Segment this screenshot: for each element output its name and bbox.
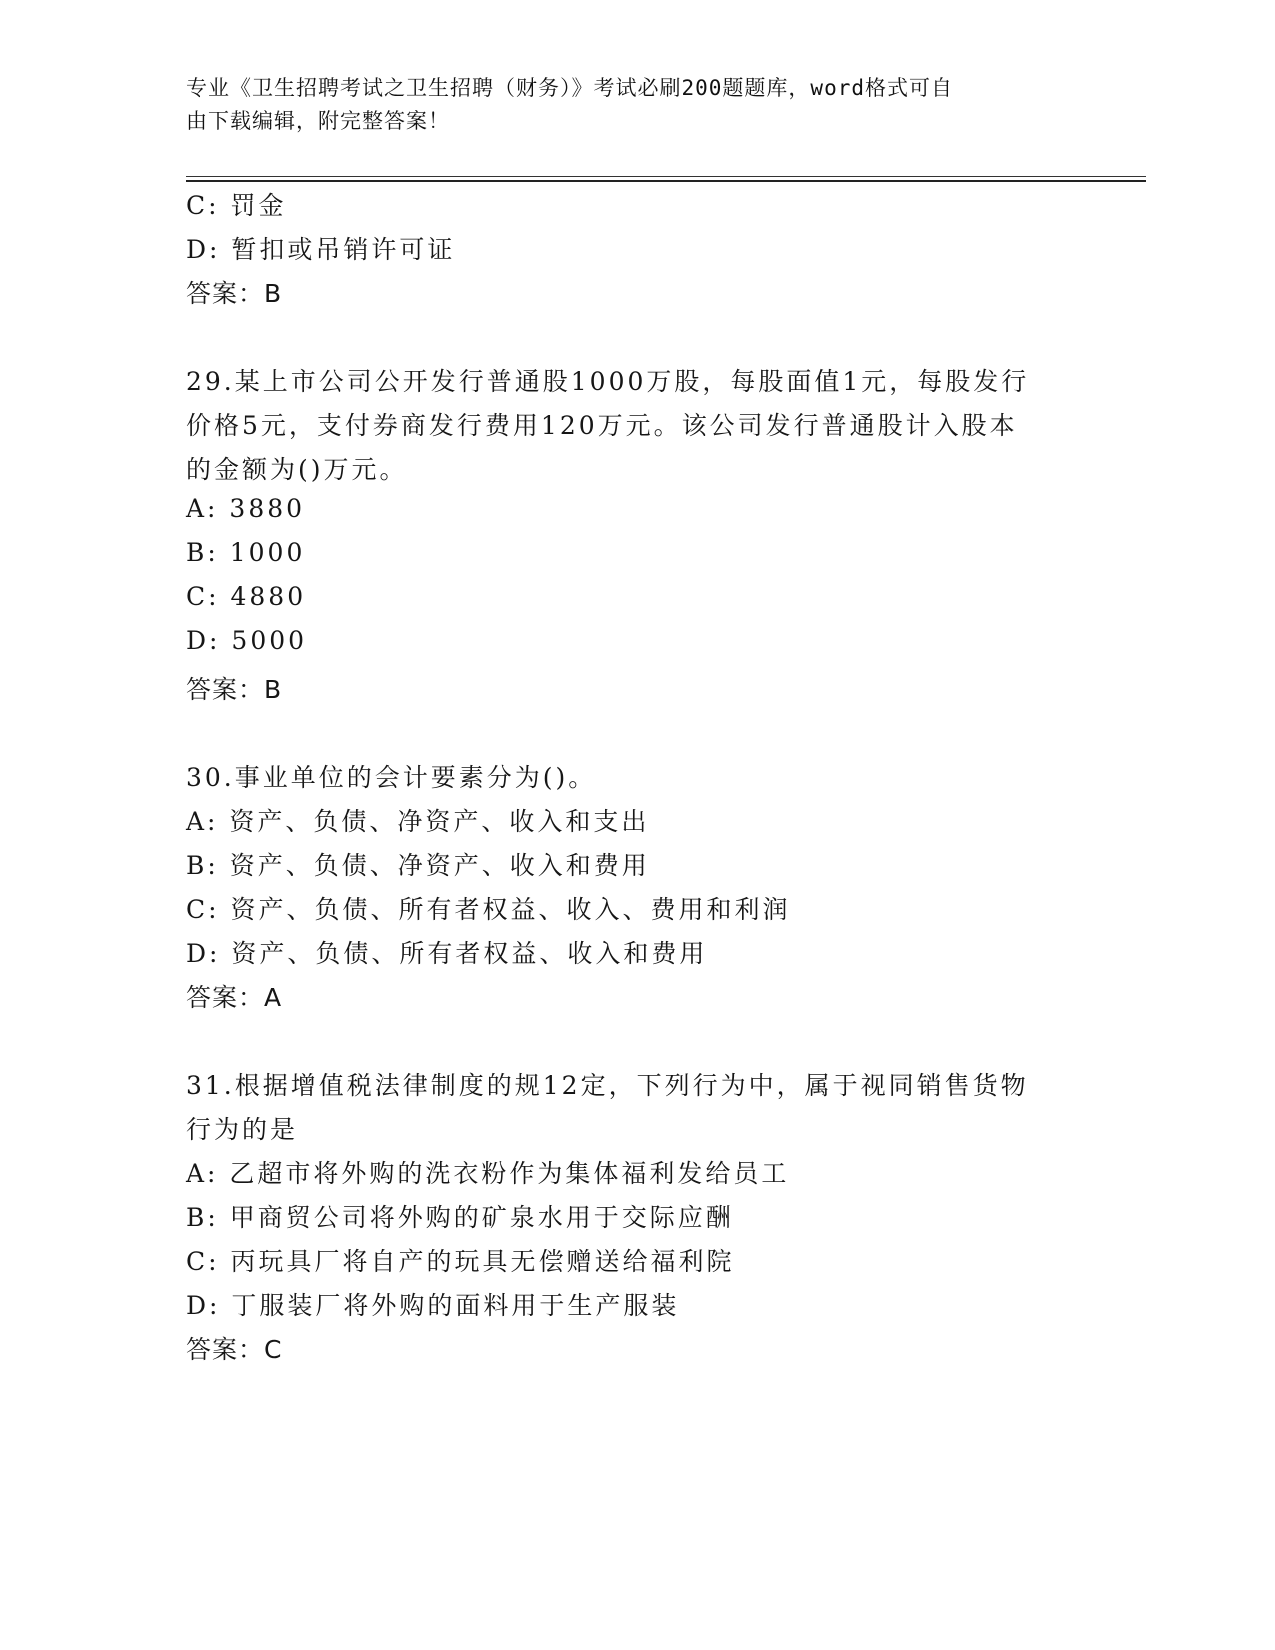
q30-option-c: C: 资产、负债、所有者权益、收入、费用和利润 xyxy=(186,895,791,924)
q31-answer: 答案：C xyxy=(186,1335,283,1364)
q31-option-d: D: 丁服装厂将外购的面料用于生产服装 xyxy=(186,1291,680,1320)
q30-option-a: A: 资产、负债、净资产、收入和支出 xyxy=(186,807,650,836)
q29-option-c: C: 4880 xyxy=(186,582,307,611)
header-line-2: 由下载编辑，附完整答案！ xyxy=(186,109,450,133)
q30-stem-line-1: 30.事业单位的会计要素分为()。 xyxy=(186,763,597,792)
q29-answer: 答案：B xyxy=(186,675,283,704)
q29-option-a: A: 3880 xyxy=(186,494,306,523)
q30-option-d: D: 资产、负债、所有者权益、收入和费用 xyxy=(186,939,708,968)
q31-option-c: C: 丙玩具厂将自产的玩具无偿赠送给福利院 xyxy=(186,1247,735,1276)
q31-stem-line-2: 行为的是 xyxy=(186,1115,299,1144)
q29-stem-line-3: 的金额为()万元。 xyxy=(186,455,408,484)
q29-stem-line-2: 价格5元，支付券商发行费用120万元。该公司发行普通股计入股本 xyxy=(186,411,1018,440)
header-line-1: 专业《卫生招聘考试之卫生招聘（财务）》考试必刷200题题库，word格式可自 xyxy=(186,76,953,100)
q31-option-a: A: 乙超市将外购的洗衣粉作为集体福利发给员工 xyxy=(186,1159,790,1188)
q29-option-d: D: 5000 xyxy=(186,626,308,655)
q28-answer: 答案：B xyxy=(186,279,283,308)
q29-stem-line-1: 29.某上市公司公开发行普通股1000万股，每股面值1元，每股发行 xyxy=(186,367,1030,396)
q29-option-b: B: 1000 xyxy=(186,538,306,567)
q31-stem-line-1: 31.根据增值税法律制度的规12定，下列行为中，属于视同销售货物 xyxy=(186,1071,1029,1100)
q28-option-c: C: 罚金 xyxy=(186,191,287,220)
document-header xyxy=(186,72,1066,138)
q30-answer: 答案：A xyxy=(186,983,283,1012)
document-page xyxy=(186,0,1146,1650)
q28-option-d: D: 暂扣或吊销许可证 xyxy=(186,235,456,264)
header-divider xyxy=(186,176,1146,182)
q30-option-b: B: 资产、负债、净资产、收入和费用 xyxy=(186,851,650,880)
q31-option-b: B: 甲商贸公司将外购的矿泉水用于交际应酬 xyxy=(186,1203,734,1232)
